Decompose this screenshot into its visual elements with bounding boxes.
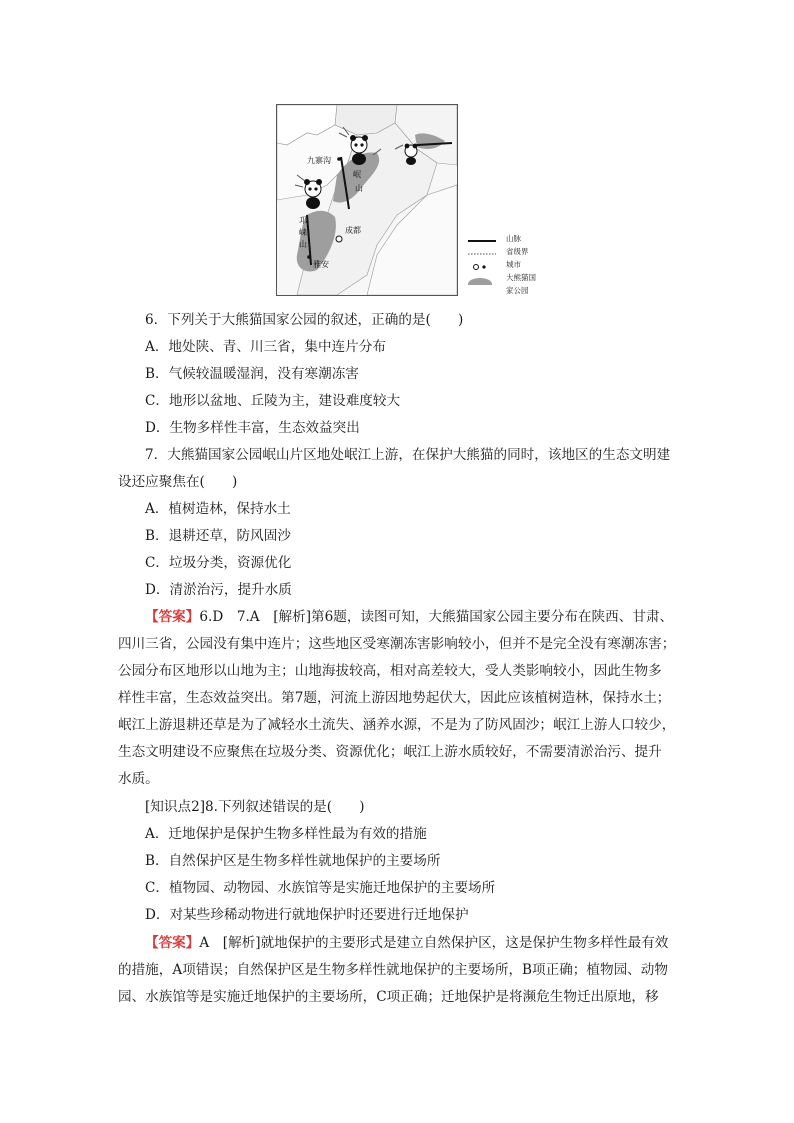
giant-panda-park-map [277,105,457,295]
answer-6-7-line6: 生态文明建设不应聚焦在垃圾分类、资源优化；岷江上游水质较好，不需要清淤治污、提升 [118,744,662,760]
q7-option-b: B．退耕还草，防风固沙 [145,528,291,544]
label-minshan-1: 岷 [353,170,361,179]
city-yaan [307,255,311,259]
panda-icon-3 [405,144,418,165]
answer-8-line1: A [解析]就地保护的主要形式是建立自然保护区，这是保护生物多样性最有效 [199,935,669,951]
q8-option-b: B．自然保护区是生物多样性就地保护的主要场所 [145,853,441,869]
legend-row-boundary: 省级界 [468,247,548,260]
label-yaan: 雅安 [313,260,329,269]
q7-stem-line2: 设还应聚焦在( ) [118,474,238,490]
q8-option-c: C．植物园、动物园、水族馆等是实施迁地保护的主要场所 [145,880,496,896]
answer-6-7-line4: 样性丰富，生态效益突出。第7题，河流上游因地势起伏大，因此应该植树造林，保持水土； [118,690,671,706]
answer-6-7 [118,604,678,793]
q7-option-d: D．清淤治污，提升水质 [145,582,292,598]
answer-6-7-line1: 6.D 7.A [解析]第6题，读图可知，大熊猫国家公园主要分布在陕西、甘肃、 [199,609,674,625]
answer-8-line2: 的措施，A项错误；自然保护区是生物多样性就地保护的主要场所，B项正确；植物园、动物 [118,962,668,978]
legend-row-mountain: 山脉 [468,234,548,247]
mountain-line-icon [468,237,496,245]
label-qionglai-1: 邛 [299,216,307,225]
label-qionglai-2: 崃 [299,228,307,237]
panda-icon-1 [350,135,368,165]
city-chengdu [336,236,342,242]
q8-option-d: D．对某些珍稀动物进行就地保护时还要进行迁地保护 [145,907,469,923]
city-icon [468,263,496,271]
q7-stem-line1: 7．大熊猫国家公园岷山片区地处岷江上游，在保护大熊猫的同时，该地区的生态文明建 [145,447,671,463]
park-area-icon [468,277,496,285]
q6-option-b: B．气候较温暖湿润，没有寒潮冻害 [145,366,359,382]
answer-tag: 【答案】 [145,609,200,625]
map-legend [468,234,548,299]
label-jiuzhaigou: 九寨沟 [307,156,331,165]
map-figure [276,104,458,296]
answer-6-7-line2: 四川三省，公园没有集中连片；这些地区受寒潮冻害影响较小，但并不是完全没有寒潮冻害； [118,636,676,652]
q8-option-a: A．迁地保护是保护生物多样性最为有效的措施 [145,826,427,842]
q7-option-a: A．植树造林，保持水土 [145,501,291,517]
legend-row-park: 大熊猫国 [468,273,548,286]
province-boundary-icon [468,250,496,258]
legend-row-city: 城市 [468,260,548,273]
q6-option-c: C．地形以盆地、丘陵为主，建设难度较大 [145,393,401,409]
label-minshan-2: 山 [355,184,363,193]
answer-6-7-line7: 水质。 [118,771,159,787]
answer-6-7-line3: 公园分布区地形以山地为主；山地海拔较高，相对高差较大，受人类影响较小，因此生物多 [118,663,662,679]
q8-stem: [知识点2]8.下列叙述错误的是( ) [145,799,365,815]
answer-6-7-line5: 岷江上游退耕还草是为了减轻水土流失、涵养水源，不是为了防风固沙；岷江上游人口较少， [118,717,676,733]
label-chengdu: 成都 [345,226,361,235]
q7-option-c: C．垃圾分类，资源优化 [145,555,292,571]
q6-option-a: A．地处陕、青、川三省，集中连片分布 [145,339,386,355]
q6-stem: 6．下列关于大熊猫国家公园的叙述，正确的是( ) [145,312,464,328]
legend-row-park-2: 家公园 [506,286,529,295]
answer-8 [118,930,678,1011]
answer-8-line3: 园、水族馆等是实施迁地保护的主要场所，C项正确；迁地保护是将濒危生物迁出原地，移 [118,989,659,1005]
q6-option-d: D．生物多样性丰富，生态效益突出 [145,420,360,436]
label-qionglai-3: 山 [299,240,307,249]
answer-tag: 【答案】 [145,935,200,951]
city-jiuzhaigou [337,157,341,161]
panda-icon-2 [304,179,322,209]
